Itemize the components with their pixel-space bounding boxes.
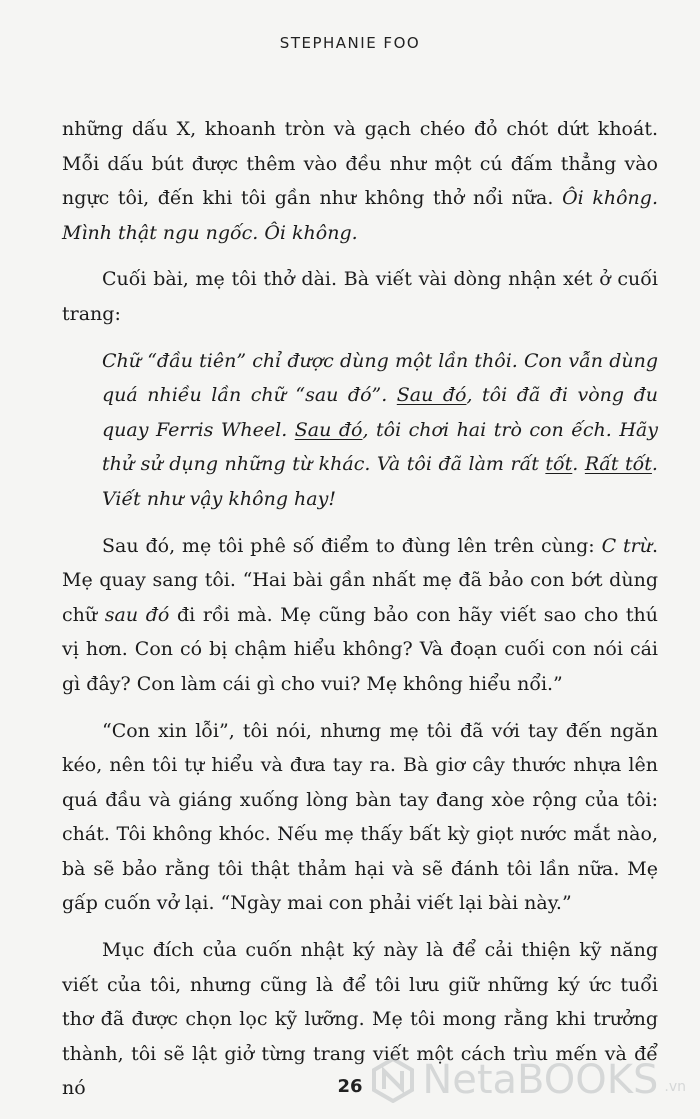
- running-header-author: STEPHANIE FOO: [279, 34, 421, 52]
- italic-grade: C trừ: [601, 534, 652, 557]
- page-number: 26: [337, 1076, 363, 1097]
- underlined-phrase: Sau đó: [396, 384, 467, 407]
- paragraph-2: Cuối bài, mẹ tôi thở dài. Bà viết vài dòng nhận xét ở cuối trang:: [62, 268, 658, 325]
- watermark-suffix: .vn: [664, 1079, 686, 1095]
- italic-thought: Ôi không. Mình thật ngu ngốc. Ôi không.: [62, 187, 658, 244]
- body-text: [62, 112, 658, 1118]
- underlined-phrase: Sau đó: [294, 418, 363, 441]
- underlined-phrase: Rất tốt: [584, 453, 652, 476]
- underlined-phrase: tốt: [545, 453, 573, 476]
- paragraph-4: “Con xin lỗi”, tôi nói, nhưng mẹ tôi đã với tay đến ngăn kéo, nên tôi tự hiểu và đưa tay ra. Bà giơ cây thước nhựa lên quá đầu và giáng xuống lòng bàn tay đang xòe rộng của tôi: chát. Tôi không khóc. Nếu mẹ thấy bất kỳ giọt nước mắt nào, bà sẽ bảo rằng tôi thật thảm hại và sẽ đánh tôi lần nữa. Mẹ gấp cuốn vở lại. “Ngày mai con phải viết lại bài này.”: [62, 719, 658, 915]
- italic-phrase: sau đó: [104, 603, 170, 626]
- mother-comment-quote: Chữ “đầu tiên” chỉ được dùng một lần thôi. Con vẫn dùng quá nhiều lần chữ “sau đó”. Sau đó, tôi đã đi vòng đu quay Ferris Wheel. Sau đó, tôi chơi hai trò con ếch. Hãy thử sử dụng những từ khác. Và tôi đã làm rất tốt. Rất tốt. Viết như vậy không hay!: [102, 349, 658, 510]
- paragraph-5: Mục đích của cuốn nhật ký này là để cải thiện kỹ năng viết của tôi, nhưng cũng là để tôi lưu giữ những ký ức tuổi thơ đã được chọn lọc kỹ lưỡng. Mẹ tôi mong rằng khi trưởng thành, tôi sẽ lật giở từng trang viết một cách trìu mến và để nó: [62, 939, 658, 1100]
- paragraph-3: Sau đó, mẹ tôi phê số điểm to đùng lên trên cùng: C trừ. Mẹ quay sang tôi. “Hai bài gần nhất mẹ đã bảo con bớt dùng chữ sau đó đi rồi mà. Mẹ cũng bảo con hãy viết sao cho thú vị hơn. Con có bị chậm hiểu không? Và đoạn cuối con nói cái gì đây? Con làm cái gì cho vui? Mẹ không hiểu nổi.”: [62, 534, 659, 695]
- netabooks-logo-icon: [370, 1057, 416, 1103]
- watermark-logo: [370, 1057, 686, 1103]
- watermark-brand: NetaBOOKS: [422, 1057, 659, 1103]
- paragraph-1: những dấu X, khoanh tròn và gạch chéo đỏ chót dứt khoát. Mỗi dấu bút được thêm vào đều như một cú đấm thẳng vào ngực tôi, đến khi tôi gần như không thở nổi nữa. Ôi không. Mình thật ngu ngốc. Ôi không.: [62, 118, 658, 244]
